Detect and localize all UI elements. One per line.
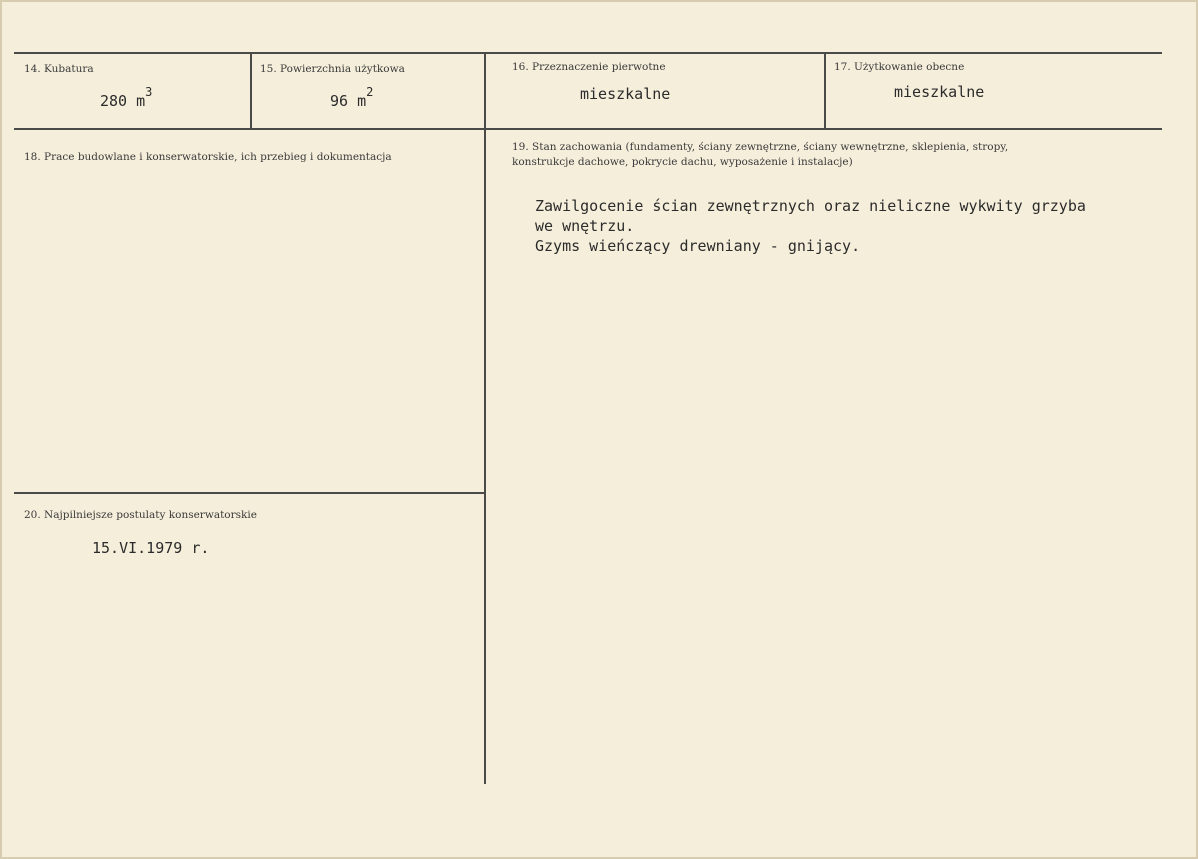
col-divider-1 [250, 52, 252, 130]
przeznaczenie-value: mieszkalne [580, 85, 671, 103]
stan-text [535, 196, 1086, 256]
top-rule [14, 52, 1162, 54]
kubatura-label: 14. Kubatura [24, 63, 94, 75]
col-divider-2 [484, 52, 486, 784]
col-divider-3 [824, 52, 826, 130]
powierzchnia-value [330, 86, 373, 111]
powierzchnia-unit-sup: 2 [366, 85, 374, 99]
stan-line: Gzyms wieńczący drewniany - gnijący. [535, 237, 861, 255]
stan-line: Zawilgocenie ścian zewnętrznych oraz nieliczne wykwity grzyba [535, 197, 1086, 215]
stan-line: we wnętrzu. [535, 217, 635, 235]
prace-label: 18. Prace budowlane i konserwatorskie, ich przebieg i dokumentacja [24, 151, 392, 163]
powierzchnia-label: 15. Powierzchnia użytkowa [260, 63, 405, 75]
kubatura-value [100, 86, 152, 111]
kubatura-number: 280 m [100, 92, 146, 110]
uzytkowanie-label: 17. Użytkowanie obecne [834, 61, 965, 73]
kubatura-unit-sup: 3 [145, 85, 153, 99]
powierzchnia-number: 96 m [330, 92, 367, 110]
postulaty-value: 15.VI.1979 r. [92, 539, 210, 557]
przeznaczenie-label: 16. Przeznaczenie pierwotne [512, 61, 666, 73]
section-rule [14, 492, 484, 494]
uzytkowanie-value: mieszkalne [894, 83, 985, 101]
row-rule [14, 128, 1162, 130]
postulaty-label: 20. Najpilniejsze postulaty konserwatorskie [24, 509, 257, 521]
stan-label: 19. Stan zachowania (fundamenty, ściany zewnętrzne, ściany wewnętrzne, sklepienia, stropy, konstrukcje dachowe, pokrycie dachu, wyposażenie i instalacje) [512, 141, 1009, 168]
